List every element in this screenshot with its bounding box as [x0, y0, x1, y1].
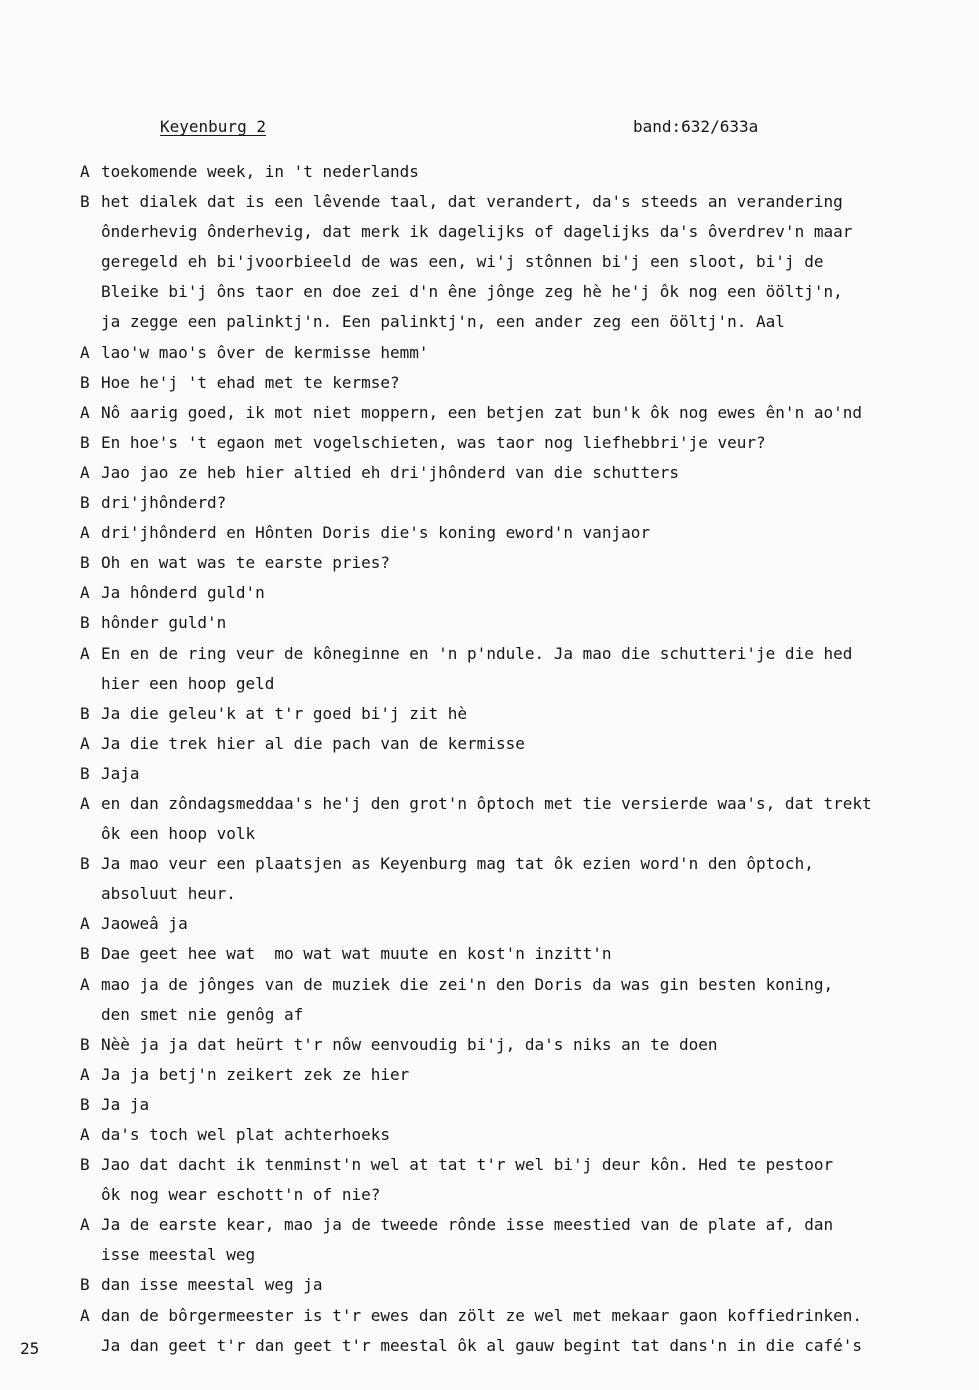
utterance-text: Ja mao veur een plaatsjen as Keyenburg mag tat ôk ezien word'n den ôptoch, — [101, 854, 814, 874]
speaker-label: A — [80, 523, 90, 543]
transcript-line — [80, 1210, 960, 1240]
transcript-line — [80, 699, 960, 729]
utterance-text: Hoe he'j 't ehad met te kermse? — [101, 372, 400, 392]
speaker-label: A — [80, 462, 90, 482]
speaker-label: A — [80, 342, 90, 362]
transcript-line — [80, 669, 960, 699]
speaker-label: A — [80, 733, 90, 753]
utterance-text: En hoe's 't egaon met vogelschieten, was taor nog liefhebbri'je veur? — [101, 432, 766, 452]
utterance-text: Bleike bi'j ôns taor en doe zei d'n êne jônge zeg hè he'j ôk nog een ööltj'n, — [101, 282, 843, 302]
speaker-label: B — [80, 1094, 90, 1114]
utterance-text: Ja hônderd guld'n — [101, 583, 265, 603]
utterance-text: Oh en wat was te earste pries? — [101, 553, 390, 573]
speaker-label: A — [80, 974, 90, 994]
transcript-line — [80, 157, 960, 187]
speaker-label: A — [80, 402, 90, 422]
transcript-line — [80, 1090, 960, 1120]
transcript-line — [80, 639, 960, 669]
speaker-label: B — [80, 613, 90, 633]
speaker-label: A — [80, 643, 90, 663]
transcript-line — [80, 217, 960, 247]
utterance-text: dri'jhônderd en Hônten Doris die's koning eword'n vanjaor — [101, 523, 651, 543]
transcript-line — [80, 1240, 960, 1270]
utterance-text: Ja die trek hier al die pach van de kermisse — [101, 733, 525, 753]
transcript-line — [80, 458, 960, 488]
utterance-text: dan de bôrgermeester is t'r ewes dan zölt ze wel met mekaar gaon koffiedrinken. — [101, 1305, 862, 1325]
transcript-line — [80, 1180, 960, 1210]
utterance-text: hônder guld'n — [101, 613, 227, 633]
utterance-text: Ja ja betj'n zeikert zek ze hier — [101, 1064, 410, 1084]
utterance-text: toekomende week, in 't nederlands — [101, 162, 419, 181]
speaker-label: B — [80, 553, 90, 573]
transcript-line — [80, 1270, 960, 1300]
utterance-text: dan isse meestal weg ja — [101, 1275, 323, 1295]
transcript-line — [80, 1030, 960, 1060]
speaker-label: B — [80, 372, 90, 392]
utterance-text: en dan zôndagsmeddaa's he'j den grot'n ôptoch met tie versierde waa's, dat trekt — [101, 793, 872, 813]
utterance-text: Ja die geleu'k at t'r goed bi'j zit hè — [101, 703, 468, 723]
utterance-text: Jaja — [101, 763, 140, 783]
transcript-line — [80, 518, 960, 548]
transcript-line — [80, 608, 960, 638]
speaker-label: B — [80, 703, 90, 723]
transcript-line — [80, 338, 960, 368]
utterance-text: ônderhevig ônderhevig, dat merk ik dagelijks of dagelijks da's ôverdrev'n maar — [101, 222, 853, 242]
speaker-label: A — [80, 1215, 90, 1235]
utterance-text: ôk een hoop volk — [101, 824, 256, 844]
utterance-text: Nèè ja ja dat heürt t'r nôw eenvoudig bi'j, da's niks an te doen — [101, 1034, 718, 1054]
speaker-label: A — [80, 1125, 90, 1144]
tape-band-reference: band:632/633a — [633, 117, 759, 136]
utterance-text: mao ja de jônges van de muziek die zei'n den Doris da was gin besten koning, — [101, 974, 834, 994]
utterance-text: geregeld eh bi'jvoorbieeld de was een, wi'j stônnen bi'j een sloot, bi'j de — [101, 252, 824, 272]
speaker-label: B — [80, 944, 90, 964]
utterance-text: dri'jhônderd? — [101, 493, 227, 513]
utterance-text: hier een hoop geld — [101, 673, 275, 693]
utterance-text: Ja ja — [101, 1094, 150, 1114]
transcript-line — [80, 970, 960, 1000]
utterance-text: Jao dat dacht ik tenminst'n wel at tat t'r wel bi'j deur kôn. Hed te pestoor — [101, 1155, 834, 1175]
transcript-line — [80, 759, 960, 789]
transcript-line — [80, 1060, 960, 1090]
utterance-text: da's toch wel plat achterhoeks — [101, 1125, 390, 1144]
page-number: 25 — [20, 1339, 40, 1358]
utterance-text: Ja de earste kear, mao ja de tweede rônde isse meestied van de plate af, dan — [101, 1215, 834, 1235]
speaker-label: A — [80, 583, 90, 603]
utterance-text: ôk nog wear eschott'n of nie? — [101, 1185, 381, 1205]
speaker-label: A — [80, 1305, 90, 1325]
transcript-line — [80, 1331, 960, 1361]
transcript-line — [80, 247, 960, 277]
speaker-label: A — [80, 793, 90, 813]
utterance-text: lao'w mao's ôver de kermisse hemm' — [101, 342, 429, 362]
transcript-line — [80, 1150, 960, 1180]
utterance-text: Jao jao ze heb hier altied eh dri'jhônderd van die schutters — [101, 462, 679, 482]
transcript-line — [80, 789, 960, 819]
utterance-text: Ja dan geet t'r dan geet t'r meestal ôk al gauw begint tat dans'n in die café's — [101, 1335, 862, 1355]
utterance-text: isse meestal weg — [101, 1245, 256, 1265]
speaker-label: B — [80, 432, 90, 452]
transcript-line — [80, 729, 960, 759]
speaker-label: A — [80, 914, 90, 934]
utterance-text: ja zegge een palinktj'n. Een palinktj'n, een ander zeg een ööltj'n. Aal — [101, 312, 785, 332]
transcript-line — [80, 488, 960, 518]
speaker-label: B — [80, 1034, 90, 1054]
speaker-label: B — [80, 493, 90, 513]
transcript-line — [80, 398, 960, 428]
transcript-line — [80, 909, 960, 939]
transcript-line — [80, 939, 960, 969]
speaker-label: B — [80, 192, 90, 212]
document-title: Keyenburg 2 — [160, 117, 266, 136]
speaker-label: A — [80, 1064, 90, 1084]
utterance-text: absoluut heur. — [101, 884, 236, 904]
transcript-line — [80, 819, 960, 849]
transcript-line — [80, 307, 960, 337]
transcript-line — [80, 1301, 960, 1331]
transcript-line — [80, 1120, 960, 1150]
transcript-line — [80, 548, 960, 578]
transcript-line — [80, 849, 960, 879]
transcript-line — [80, 368, 960, 398]
utterance-text: Nô aarig goed, ik mot niet moppern, een betjen zat bun'k ôk nog ewes ên'n ao'nd — [101, 402, 862, 422]
speaker-label: B — [80, 854, 90, 874]
utterance-text: Jaoweâ ja — [101, 914, 188, 934]
transcript-body — [80, 157, 960, 1361]
speaker-label: B — [80, 1275, 90, 1295]
utterance-text: Dae geet hee wat mo wat wat muute en kost'n inzitt'n — [101, 944, 612, 964]
utterance-text: het dialek dat is een lêvende taal, dat verandert, da's steeds an verandering — [101, 192, 843, 212]
transcript-line — [80, 578, 960, 608]
transcript-line — [80, 187, 960, 217]
transcript-line — [80, 428, 960, 458]
transcript-line — [80, 277, 960, 307]
speaker-label: B — [80, 1155, 90, 1175]
transcript-line — [80, 879, 960, 909]
transcript-line — [80, 1000, 960, 1030]
speaker-label: A — [80, 162, 90, 181]
speaker-label: B — [80, 763, 90, 783]
utterance-text: En en de ring veur de kôneginne en 'n p'ndule. Ja mao die schutteri'je die hed — [101, 643, 853, 663]
utterance-text: den smet nie genôg af — [101, 1004, 304, 1024]
